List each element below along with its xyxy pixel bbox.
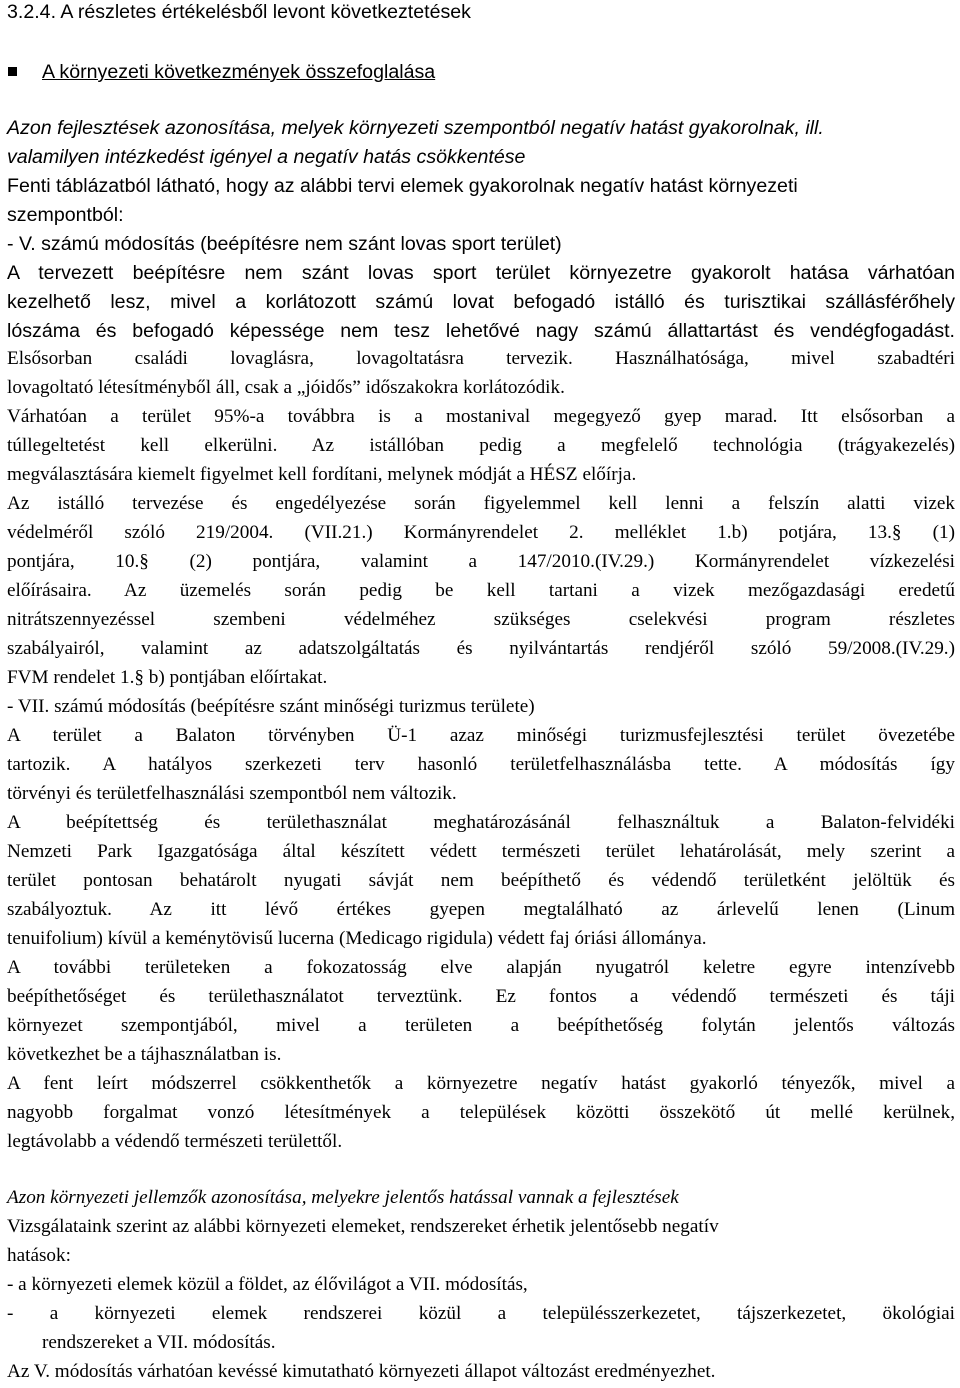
paragraph-line: beépíthetőséget és területhasználatot terveztünk. Ez fontos a védendő természeti és táji — [7, 986, 955, 1007]
paragraph-line: nitrátszennyezéssel szembeni védelméhez szükséges cselekvési program részletes — [7, 609, 955, 630]
paragraph-line: Az V. módosítás várhatóan kevéssé kimutatható környezeti állapot változást eredményezhet. — [7, 1361, 716, 1382]
subheading-line: Azon környezeti jellemzők azonosítása, melyekre jelentős hatással vannak a fejlesztések — [7, 1187, 679, 1208]
paragraph-line: A terület a Balaton törvényben Ü-1 azaz minőségi turizmusfejlesztési terület övezetébe — [7, 725, 955, 746]
paragraph-line: megválasztására kiemelt figyelmet kell fordítani, melynek módját a HÉSZ előírja. — [7, 464, 637, 485]
paragraph-line: törvényi és területfelhasználási szempontból nem változik. — [7, 783, 457, 804]
square-bullet-icon — [8, 67, 17, 76]
paragraph-line: környezet szempontjából, mivel a területen a beépíthetőség folytán jelentős változás — [7, 1015, 955, 1036]
paragraph-line: kezelhető lesz, mivel a korlátozott számú lovat befogadó istálló és turisztikai szállásférőhely — [7, 291, 955, 313]
list-item: - a környezeti elemek közül a földet, az élővilágot a VII. módosítás, — [7, 1274, 528, 1295]
paragraph-line: nagyobb forgalmat vonzó létesítmények a települések közötti összekötő út mellé kerülnek, — [7, 1102, 955, 1123]
paragraph-line: Fenti táblázatból látható, hogy az alábbi tervi elemek gyakorolnak negatív hatást környezeti — [7, 175, 798, 197]
paragraph-line: lószáma és befogadó képessége nem tesz lehetővé nagy számú állattartást és vendégfogadást. — [7, 320, 955, 342]
list-item-continuation: rendszereket a VII. módosítás. — [42, 1332, 276, 1353]
paragraph-line: lovagoltató létesítményből áll, csak a „jóidős” időszakokra korlátozódik. — [7, 377, 565, 398]
paragraph-line: szempontból: — [7, 204, 124, 226]
paragraph-line: szabályairól, valamint az adatszolgáltatás és nyilvántartás rendjéről szóló 59/2008.(IV.29.) — [7, 638, 955, 659]
paragraph-line: Nemzeti Park Igazgatósága által készített védett természeti terület lehatárolását, mely szerint a — [7, 841, 955, 862]
list-item-title: - V. számú módosítás (beépítésre nem szánt lovas sport terület) — [7, 233, 562, 255]
section-heading: 3.2.4. A részletes értékelésből levont következtetések — [7, 1, 471, 23]
paragraph-line: védelméről szóló 219/2004. (VII.21.) Kormányrendelet 2. melléklet 1.b) potjára, 13.§ (1) — [7, 522, 955, 543]
paragraph-line: szabályoztuk. Az itt lévő értékes gyepen megtalálható az árlevelű lenen (Linum — [7, 899, 955, 920]
paragraph-line: előírásaira. Az üzemelés során pedig be kell tartani a vizek mezőgazdasági eredetű — [7, 580, 955, 601]
paragraph-line: Várhatóan a terület 95%-a továbbra is a mostanival megegyező gyep marad. Itt elsősorban a — [7, 406, 955, 427]
paragraph-line: tartozik. A hatályos szerkezeti terv hasonló területfelhasználásba tette. A módosítás így — [7, 754, 955, 775]
paragraph-line: A tervezett beépítésre nem szánt lovas sport terület környezetre gyakorolt hatása várhatóan — [7, 262, 955, 284]
paragraph-line: legtávolabb a védendő természeti területtől. — [7, 1131, 343, 1152]
paragraph-line: Az istálló tervezése és engedélyezése során figyelemmel kell lenni a felszín alatti vizek — [7, 493, 955, 514]
paragraph-line: FVM rendelet 1.§ b) pontjában előírtakat. — [7, 667, 328, 688]
paragraph-line: Elsősorban családi lovaglásra, lovagoltatásra tervezik. Használhatósága, mivel szabadtéri — [7, 348, 955, 369]
paragraph-line: pontjára, 10.§ (2) pontjára, valamint a 147/2010.(IV.29.) Kormányrendelet vízkezelési — [7, 551, 955, 572]
subheading-line: valamilyen intézkedést igényel a negatív hatás csökkentése — [7, 146, 526, 168]
list-item: - a környezeti elemek rendszerei közül a településszerkezetet, tájszerkezetet, ökológiai — [7, 1303, 955, 1324]
paragraph-line: terület pontosan behatárolt nyugati sávját nem beépíthető és védendő területként jelöltük és — [7, 870, 955, 891]
paragraph-line: tenuifolium) kívül a keménytövisű lucerna (Medicago rigidula) védett faj óriási állománya. — [7, 928, 707, 949]
section-title: A környezeti következmények összefoglalása — [42, 61, 436, 83]
paragraph-line: hatások: — [7, 1245, 71, 1266]
paragraph-line: A beépítettség és területhasználat meghatározásánál felhasználtuk a Balaton-felvidéki — [7, 812, 955, 833]
paragraph-line: következhet be a tájhasználatban is. — [7, 1044, 282, 1065]
list-item-title: - VII. számú módosítás (beépítésre szánt minőségi turizmus területe) — [7, 696, 535, 717]
paragraph-line: A további területeken a fokozatosság elve alapján nyugatról keletre egyre intenzívebb — [7, 957, 955, 978]
paragraph-line: Vizsgálataink szerint az alábbi környezeti elemeket, rendszereket érhetik jelentősebb negatív — [7, 1216, 719, 1237]
paragraph-line: túllegeltetést kell elkerülni. Az istállóban pedig a megfelelő technológia (trágyakezelés) — [7, 435, 955, 456]
paragraph-line: A fent leírt módszerrel csökkenthetők a környezetre negatív hatást gyakorló tényezők, mivel a — [7, 1073, 955, 1094]
subheading-line: Azon fejlesztések azonosítása, melyek környezeti szempontból negatív hatást gyakorolnak, ill. — [7, 117, 824, 139]
